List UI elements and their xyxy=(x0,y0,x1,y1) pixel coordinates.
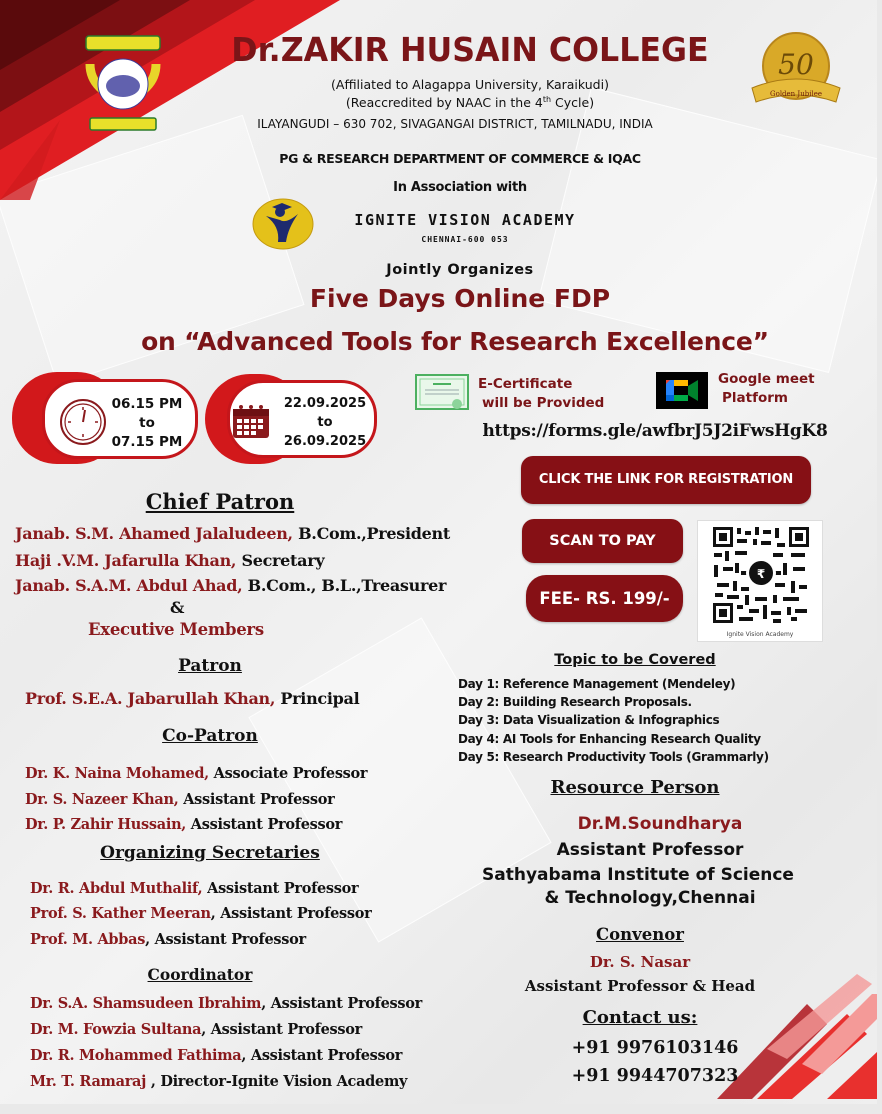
accreditation-prefix: (Reaccredited by NAAC in the 4 xyxy=(345,95,543,111)
date-end: 26.09.2025 xyxy=(283,434,367,449)
coordinator-4 xyxy=(30,1072,407,1092)
college-address: ILAYANGUDI – 630 702, SIVAGANGAI DISTRICT, TAMILNADU, INDIA xyxy=(257,117,653,131)
chief-patron-1 xyxy=(15,524,450,544)
ignite-vision-logo-icon xyxy=(252,198,314,250)
scan-to-pay-button[interactable]: SCAN TO PAY xyxy=(522,519,683,563)
person-name: Janab. S.A.M. Abdul Ahad, xyxy=(15,576,243,595)
platform-line-2: Platform xyxy=(722,390,788,406)
person-name: Dr. S. Nazeer Khan, xyxy=(25,791,179,808)
person-name: Mr. T. Ramaraj xyxy=(30,1073,147,1090)
organizing-secretaries-heading: Organizing Secretaries xyxy=(100,843,320,863)
person-role: , Assistant Professor xyxy=(241,1047,403,1064)
resource-person-heading: Resource Person xyxy=(550,777,720,798)
person-name: Dr. P. Zahir Hussain, xyxy=(25,816,187,833)
date-separator: to xyxy=(317,415,333,430)
person-name: Dr. R. Mohammed Fathima xyxy=(30,1047,242,1064)
chief-patron-2 xyxy=(15,551,324,571)
person-role: , Assistant Professor xyxy=(145,931,306,948)
person-role: , Assistant Professor xyxy=(201,1021,362,1038)
qr-code-icon xyxy=(706,525,816,625)
co-patron-heading: Co-Patron xyxy=(162,726,258,746)
qr-caption: Ignite Vision Academy xyxy=(726,631,794,638)
coordinator-3 xyxy=(30,1046,402,1066)
time-range xyxy=(102,395,192,452)
affiliation-text: (Affiliated to Alagappa University, Karaikudi) xyxy=(331,77,609,92)
person-role: Principal xyxy=(275,689,360,708)
organizing-secretary-2 xyxy=(30,904,371,924)
topic-day-2: Day 2: Building Research Proposals. xyxy=(458,695,692,709)
coordinator-2 xyxy=(30,1020,362,1040)
association-label: In Association with xyxy=(393,180,527,195)
person-name: Dr. K. Naina Mohamed, xyxy=(25,765,209,782)
convenor-heading: Convenor xyxy=(596,925,684,944)
college-name: Dr.ZAKIR HUSAIN COLLEGE xyxy=(231,30,709,69)
contact-phone-2[interactable]: +91 9944707323 xyxy=(571,1066,739,1086)
college-crest-icon xyxy=(80,34,166,134)
golden-jubilee-badge xyxy=(750,30,842,112)
contact-phone-1[interactable]: +91 9976103146 xyxy=(571,1038,739,1058)
time-start: 06.15 PM xyxy=(111,396,183,412)
organizing-secretary-3 xyxy=(30,930,306,950)
accreditation-text xyxy=(200,95,740,110)
event-topic: on “Advanced Tools for Research Excellence” xyxy=(141,327,769,356)
chief-patron-heading: Chief Patron xyxy=(145,489,295,514)
topics-heading: Topic to be Covered xyxy=(554,652,716,668)
resource-person-institution-2: & Technology,Chennai xyxy=(544,888,756,908)
coordinator-1 xyxy=(30,994,422,1014)
person-name: Prof. M. Abbas xyxy=(30,931,146,948)
google-meet-icon xyxy=(656,372,708,409)
person-name: Janab. S.M. Ahamed Jalaludeen, xyxy=(15,524,293,543)
person-role: Secretary xyxy=(236,551,325,570)
platform-line-1: Google meet xyxy=(718,371,815,387)
co-patron-3 xyxy=(25,815,342,835)
resource-person-name: Dr.M.Soundharya xyxy=(577,814,743,834)
coordinator-heading: Coordinator xyxy=(147,965,253,984)
person-role: , Assistant Professor xyxy=(261,995,422,1012)
contact-heading: Contact us: xyxy=(582,1007,698,1028)
partner-city: CHENNAI-600 053 xyxy=(421,235,509,244)
topic-day-5: Day 5: Research Productivity Tools (Grammarly) xyxy=(458,750,769,764)
person-role: , Assistant Professor xyxy=(210,905,372,922)
person-role: Assistant Professor xyxy=(178,791,335,808)
person-role: Associate Professor xyxy=(208,765,368,782)
date-pill xyxy=(205,374,383,464)
certificate-info xyxy=(478,375,628,413)
person-role: B.Com.,President xyxy=(292,524,450,543)
event-title: Five Days Online FDP xyxy=(309,284,611,313)
medal-icon xyxy=(750,30,842,112)
person-name: Prof. S.E.A. Jabarullah Khan, xyxy=(25,689,276,708)
person-role: B.Com., B.L.,Treasurer xyxy=(242,576,447,595)
certificate-line-2: will be Provided xyxy=(482,395,605,411)
person-name: Prof. S. Kather Meeran xyxy=(30,905,211,922)
co-patron-1 xyxy=(25,764,367,784)
person-name: Haji .V.M. Jafarulla Khan, xyxy=(15,551,237,570)
patron-1 xyxy=(25,689,359,709)
time-separator: to xyxy=(139,415,155,431)
google-meet-glyph-icon xyxy=(656,372,708,409)
co-patron-2 xyxy=(25,790,334,810)
fee-badge: FEE- RS. 199/- xyxy=(526,575,683,622)
organizing-secretary-1 xyxy=(30,879,358,899)
date-range xyxy=(277,394,373,451)
payment-qr-code[interactable] xyxy=(697,520,823,642)
accreditation-suffix: Cycle) xyxy=(551,95,595,111)
person-role: Assistant Professor xyxy=(186,816,343,833)
svg-text:₹: ₹ xyxy=(756,567,766,581)
certificate-line-1: E-Certificate xyxy=(478,376,573,392)
registration-button[interactable]: CLICK THE LINK FOR REGISTRATION xyxy=(521,456,811,504)
convenor-designation: Assistant Professor & Head xyxy=(524,977,756,995)
time-pill xyxy=(12,372,202,464)
registration-link[interactable]: https://forms.gle/awfbrJ5J2iFwsHgK8 xyxy=(482,421,828,441)
platform-info xyxy=(718,370,838,408)
accreditation-sup: th xyxy=(542,95,552,104)
resource-person-institution-1: Sathyabama Institute of Science xyxy=(482,865,794,885)
department-name: PG & RESEARCH DEPARTMENT OF COMMERCE & IQAC xyxy=(279,151,641,166)
partner-name: IGNITE VISION ACADEMY xyxy=(354,211,576,229)
resource-person-designation: Assistant Professor xyxy=(556,840,744,860)
calendar-icon xyxy=(231,404,271,440)
person-name: Dr. R. Abdul Muthalif, xyxy=(30,880,203,897)
executive-members: Executive Members xyxy=(88,620,264,639)
certificate-icon xyxy=(415,374,469,412)
person-name: Dr. S.A. Shamsudeen Ibrahim xyxy=(30,995,262,1012)
svg-text:50: 50 xyxy=(778,48,814,81)
convenor-name: Dr. S. Nasar xyxy=(589,953,691,971)
ampersand: & xyxy=(170,598,185,617)
time-end: 07.15 PM xyxy=(111,434,183,450)
person-role: Assistant Professor xyxy=(202,880,359,897)
topic-day-1: Day 1: Reference Management (Mendeley) xyxy=(458,677,736,691)
topic-day-3: Day 3: Data Visualization & Infographics xyxy=(458,713,720,727)
person-name: Dr. M. Fowzia Sultana xyxy=(30,1021,202,1038)
date-start: 22.09.2025 xyxy=(283,396,367,411)
patron-heading: Patron xyxy=(178,656,242,676)
svg-text:Golden Jubilee: Golden Jubilee xyxy=(770,90,822,98)
topic-day-4: Day 4: AI Tools for Enhancing Research Quality xyxy=(458,732,761,746)
person-role: , Director-Ignite Vision Academy xyxy=(146,1073,408,1090)
chief-patron-3 xyxy=(15,576,446,596)
jointly-organizes-label: Jointly Organizes xyxy=(386,262,534,278)
